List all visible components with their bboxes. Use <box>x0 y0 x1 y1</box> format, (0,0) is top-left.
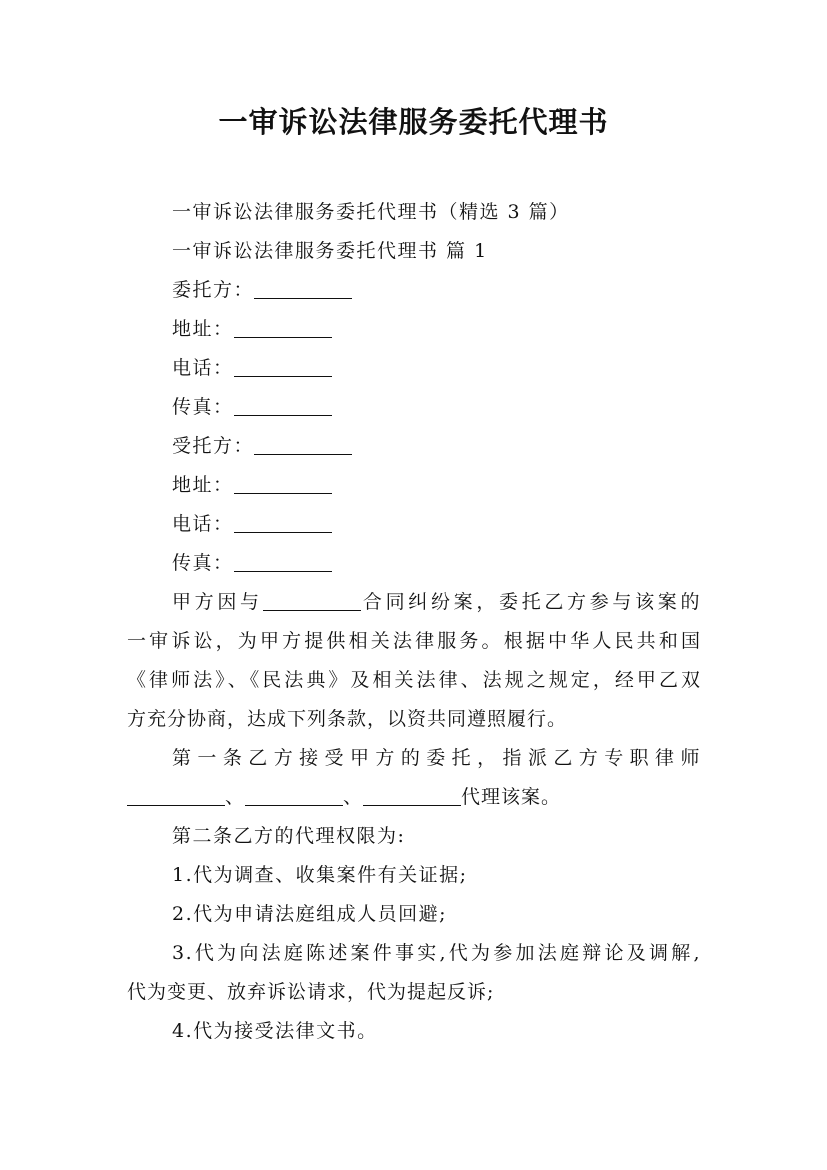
clause-2-item-1: 1.代为调查、收集案件有关证据; <box>172 864 468 886</box>
clause-2-item-4: 4.代为接受法律文书。 <box>172 1020 378 1042</box>
party-a-fax-field <box>172 394 332 420</box>
party-b-fax-field <box>172 550 332 576</box>
lawyer-3-blank <box>363 785 461 806</box>
clause1-end: 代理该案。 <box>461 786 562 808</box>
party-a-fax-label: 传真： <box>172 396 234 418</box>
party-b-fax-blank <box>234 551 332 572</box>
party-b-blank <box>254 434 352 455</box>
party-a-address-label: 地址： <box>172 318 234 340</box>
lawyer-1-blank <box>127 785 225 806</box>
paragraph-1-line-3: 《律师法》、《民法典》及相关法律、法规之规定，经甲乙双 <box>127 669 701 691</box>
party-b-address-field <box>172 472 332 498</box>
party-a-address-field <box>172 316 332 342</box>
party-a-phone-blank <box>234 356 332 377</box>
paragraph-1-line-4: 方充分协商，达成下列条款，以资共同遵照履行。 <box>127 708 568 730</box>
party-b-phone-field <box>172 511 332 537</box>
clause-2-item-2: 2.代为申请法庭组成人员回避; <box>172 903 448 925</box>
party-b-address-blank <box>234 473 332 494</box>
document-title: 一审诉讼法律服务委托代理书 <box>218 105 609 139</box>
party-b-address-label: 地址： <box>172 474 234 496</box>
party-b-label: 受托方： <box>172 435 255 457</box>
lawyer-2-blank <box>245 785 343 806</box>
contract-party-blank <box>263 590 361 611</box>
clause-1-line-2 <box>127 784 561 810</box>
clause1-separator-1: 、 <box>225 786 246 808</box>
paragraph-1-line-2: 一审诉讼，为甲方提供相关法律服务。根据中华人民共和国 <box>127 630 701 652</box>
para1-line1-start: 甲方因与 <box>172 591 263 613</box>
clause-1-line-1: 第一条乙方接受甲方的委托，指派乙方专职律师 <box>172 747 701 769</box>
party-a-phone-label: 电话： <box>172 357 234 379</box>
para1-line1-end: 合同纠纷案，委托乙方参与该案的 <box>360 591 701 613</box>
party-a-blank <box>254 278 352 299</box>
clause-2-item-3-line-2: 代为变更、放弃诉讼请求，代为提起反诉; <box>127 981 495 1003</box>
clause1-separator-2: 、 <box>343 786 364 808</box>
party-b-field <box>172 433 352 459</box>
paragraph-1-line-1 <box>172 589 701 615</box>
document-subtitle: 一审诉讼法律服务委托代理书（精选 3 篇） <box>172 201 570 223</box>
clause-2-heading: 第二条乙方的代理权限为: <box>172 825 406 847</box>
party-a-fax-blank <box>234 395 332 416</box>
party-a-phone-field <box>172 355 332 381</box>
party-a-address-blank <box>234 317 332 338</box>
section-heading: 一审诉讼法律服务委托代理书 篇 1 <box>172 240 488 262</box>
party-a-label: 委托方： <box>172 279 255 301</box>
party-b-phone-blank <box>234 512 332 533</box>
clause-2-item-3-line-1: 3.代为向法庭陈述案件事实,代为参加法庭辩论及调解, <box>172 942 701 964</box>
party-a-field <box>172 277 352 303</box>
party-b-fax-label: 传真： <box>172 552 234 574</box>
party-b-phone-label: 电话： <box>172 513 234 535</box>
